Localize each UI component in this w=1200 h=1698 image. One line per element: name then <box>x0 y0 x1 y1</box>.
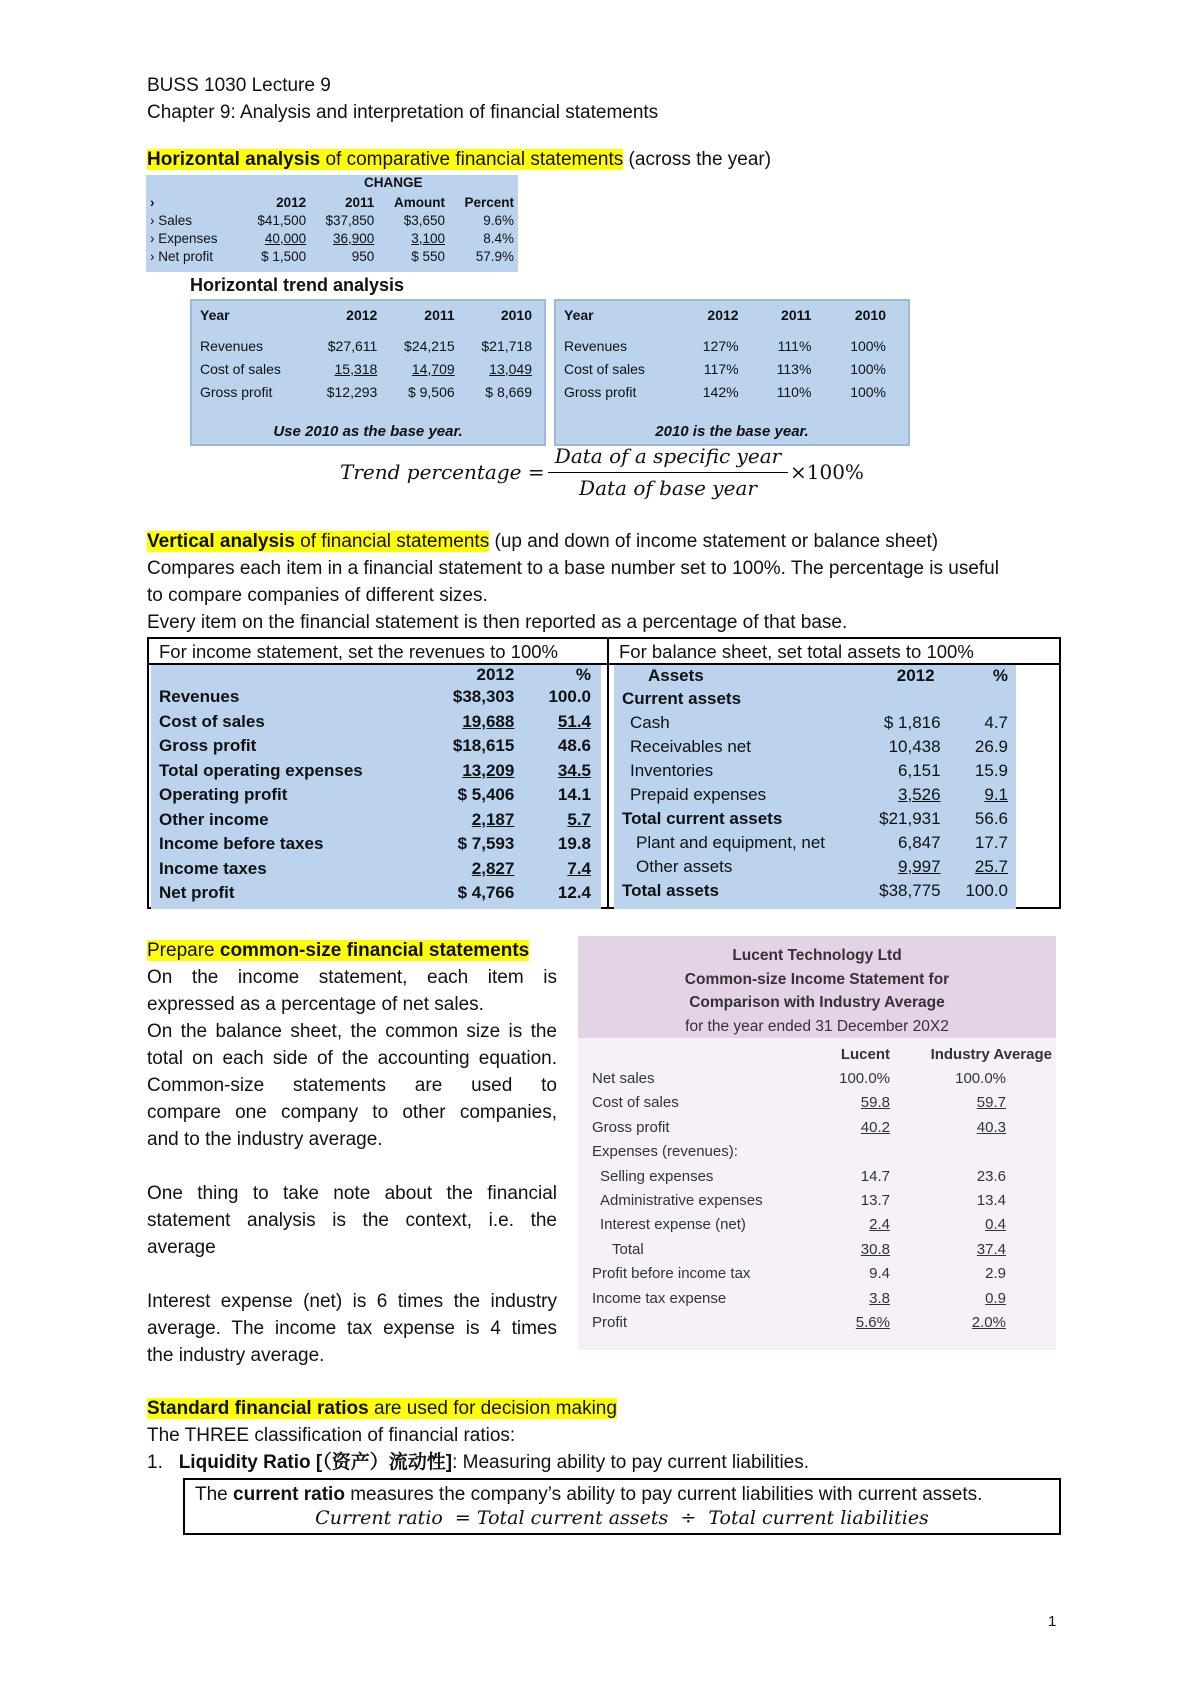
ratio-item-liquidity: 1. Liquidity Ratio [（资产）流动性]: Measuring ability to pay current liabilities. <box>147 1452 810 1473</box>
income-statement-table: 2012 % Revenues $38,303 100.0 Cost of sales 19,688 51.4 Gross profit $18,615 48.6 Total operating expenses 13,209 34.5 Operating profit $ 5,406 14.1 Other income 2,187 5.7 Income before taxes $ 7,593 19.8 Income taxes 2,827 7.4 Net profit $ 4,766 12.4 <box>151 665 601 909</box>
table-row: Gross profit $18,615 48.6 <box>159 736 591 756</box>
table-row: › Net profit $ 1,500 950 $ 550 57.9% <box>150 248 514 264</box>
table-row: Revenues 127% 111% 100% <box>564 337 886 354</box>
trend-right-caption: 2010 is the base year. <box>655 423 809 440</box>
table-row: Interest expense (net) 2.4 0.4 <box>600 1216 1006 1234</box>
chapter-title: Chapter 9: Analysis and interpretation of financial statements <box>147 102 659 123</box>
course-title: BUSS 1030 Lecture 9 <box>147 75 331 96</box>
common-size-heading: Prepare common-size financial statements <box>147 940 530 961</box>
table-row: Total 30.8 37.4 <box>612 1240 1006 1258</box>
page-number: 1 <box>1048 1613 1057 1630</box>
vertical-para1b: to compare companies of different sizes. <box>147 585 488 606</box>
table-row: Inventories 6,151 15.9 <box>630 761 1008 780</box>
fraction-bar <box>548 472 788 473</box>
table-row: Total assets $38,775 100.0 <box>622 881 1008 900</box>
table-row: Revenues $27,611 $24,215 $21,718 <box>200 337 532 354</box>
income-header: For income statement, set the revenues to 100% <box>149 639 607 665</box>
trend-left-caption: Use 2010 as the base year. <box>273 423 463 440</box>
change-label: CHANGE <box>364 175 423 190</box>
table-row: Income tax expense 3.8 0.9 <box>592 1289 1006 1307</box>
table-row: Income taxes 2,827 7.4 <box>159 858 591 878</box>
vertical-heading: Vertical analysis of financial statements (up and down of income statement or balance sheet) <box>147 531 939 552</box>
table-row: Cost of sales 59.8 59.7 <box>592 1094 1006 1112</box>
common-size-text: On the income statement, each item is expressed as a percentage of net sales. On the balance sheet, the common size is the total on each side of the accounting equation. Common-size statements are used to compare one company to other companies, and to the industry average. One thing to take note about the financial statement analysis is the context, i.e. the average Interest expense (net) is 6 times the industry average. The income tax expense is 4 times the industry average. <box>147 967 557 1366</box>
table-row: Profit 5.6% 2.0% <box>592 1313 1006 1331</box>
balance-sheet-table: Assets 2012 % Current assets Cash $ 1,816 4.7 Receivables net 10,438 26.9 Inventories 6,151 15.9 Prepaid expenses 3,526 9.1 Total current assets $21,931 56.6 Plant and equipment, net 6,847 17.7 Other assets 9,997 25.7 Total assets $38,775 100.0 <box>614 665 1016 909</box>
table-row: Cash $ 1,816 4.7 <box>630 713 1008 732</box>
formula-denominator: Data of base year <box>579 476 757 500</box>
trend-left-table: Year 2012 2011 2010 Revenues $27,611 $24,215 $21,718 Cost of sales 15,318 14,709 13,049 Gross profit $12,293 $ 9,506 $ 8,669 Use 2010 as the base year. <box>190 299 546 446</box>
table-row: Net sales 100.0% 100.0% <box>592 1070 1006 1088</box>
table-row: Selling expenses 14.7 23.6 <box>600 1167 1006 1185</box>
table-row: Plant and equipment, net 6,847 17.7 <box>636 833 1008 852</box>
trend-title: Horizontal trend analysis <box>190 275 405 295</box>
table-row: Gross profit 40.2 40.3 <box>592 1118 1006 1136</box>
table-row: Other income 2,187 5.7 <box>159 809 591 829</box>
lucent-common-size-statement: Lucent Technology Ltd Common-size Income Statement for Comparison with Industry Average for the year ended 31 December 20X2 Lucent Industry Average Net sales 100.0% 100.0% Cost of sales 59.8 59.7 Gross profit 40.2 40.3 Expenses (revenues): Selling expenses 14.7 23.6 Administrative expenses 13.7 13.4 Interest expense (net) 2.4 0.4 Total 30.8 37.4 Profit before income tax 9.4 2.9 Income tax expense 3.8 0.9 Profit 5.6% 2.0% <box>578 936 1056 1350</box>
balance-header: For balance sheet, set total assets to 100% <box>607 639 1061 665</box>
current-ratio-box <box>183 1478 1061 1535</box>
table-row: Revenues $38,303 100.0 <box>159 687 591 707</box>
table-row: Total operating expenses 13,209 34.5 <box>159 760 591 780</box>
ratios-intro: The THREE classification of financial ratios: <box>147 1425 516 1446</box>
table-row: Prepaid expenses 3,526 9.1 <box>630 785 1008 804</box>
ratios-heading: Standard financial ratios are used for decision making <box>147 1398 617 1419</box>
table-row: Current assets <box>622 689 742 708</box>
table-row: Gross profit $12,293 $ 9,506 $ 8,669 <box>200 383 532 400</box>
table-row: Operating profit $ 5,406 14.1 <box>159 785 591 805</box>
trend-right-table: Year 2012 2011 2010 Revenues 127% 111% 100% Cost of sales 117% 113% 100% Gross profit 142% 110% 100% 2010 is the base year. <box>554 299 910 446</box>
table-row: Expenses (revenues): <box>592 1143 738 1161</box>
table-row: Cost of sales 117% 113% 100% <box>564 360 886 377</box>
current-ratio-definition: The current ratio measures the company’s ability to pay current liabilities with current assets. <box>195 1484 983 1505</box>
formula-lhs: Trend percentage = <box>340 460 545 484</box>
table-row: Profit before income tax 9.4 2.9 <box>592 1265 1006 1283</box>
vertical-para1: Compares each item in a financial statement to a base number set to 100%. The percentage is useful <box>147 558 999 579</box>
current-ratio-formula: Current ratio = Total current assets ÷ Total current liabilities <box>315 1507 929 1529</box>
table-row: Gross profit 142% 110% 100% <box>564 383 886 400</box>
lucent-title: Lucent Technology Ltd <box>732 947 902 964</box>
table-row: Income before taxes $ 7,593 19.8 <box>159 834 591 854</box>
table-row: › Sales $41,500 $37,850 $3,650 9.6% <box>150 212 514 228</box>
table-row: Receivables net 10,438 26.9 <box>630 737 1008 756</box>
horizontal-comparison-table: CHANGE › 2012 2011 Amount Percent › Sales $41,500 $37,850 $3,650 9.6% › Expenses 40,000 36,900 3,100 8.4% › Net profit $ 1,500 950 $ 550 57.9% <box>146 175 518 272</box>
table-row: Other assets 9,997 25.7 <box>636 857 1008 876</box>
table-row: Total current assets $21,931 56.6 <box>622 809 1008 828</box>
horizontal-heading: Horizontal analysis of comparative financial statements (across the year) <box>147 149 772 170</box>
table-row: Administrative expenses 13.7 13.4 <box>600 1192 1006 1210</box>
vertical-para2: Every item on the financial statement is then reported as a percentage of that base. <box>147 612 848 633</box>
table-row: Cost of sales 15,318 14,709 13,049 <box>200 360 532 377</box>
table-row: Net profit $ 4,766 12.4 <box>159 883 591 903</box>
table-row: Cost of sales 19,688 51.4 <box>159 711 591 731</box>
formula-multiplier: ×100% <box>790 460 864 484</box>
formula-numerator: Data of a specific year <box>554 444 782 468</box>
vertical-analysis-frame <box>147 637 1061 909</box>
table-row: › Expenses 40,000 36,900 3,100 8.4% <box>150 230 514 246</box>
